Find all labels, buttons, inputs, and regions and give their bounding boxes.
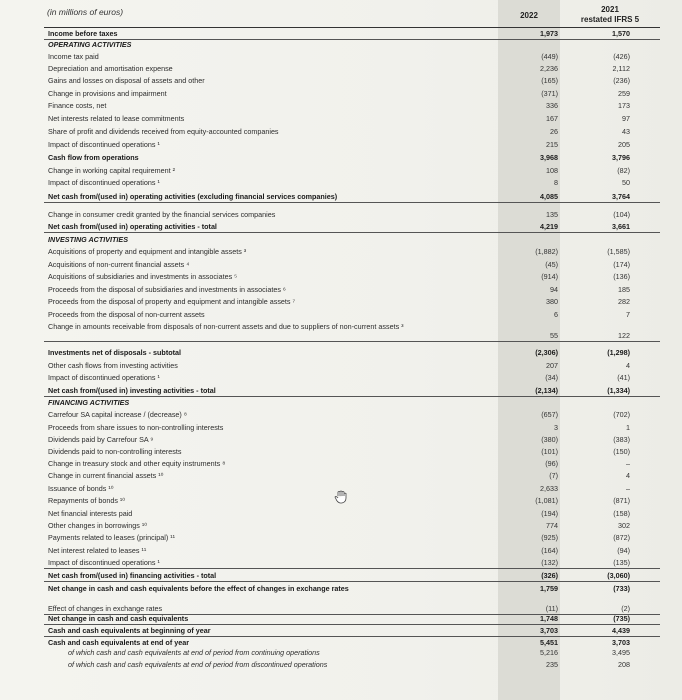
value-2022: 380 [546, 297, 558, 306]
statement-row [44, 410, 660, 419]
value-2022: (132) [541, 558, 558, 567]
row-label: Cash flow from operations [48, 153, 139, 162]
value-2021: – [626, 484, 630, 493]
value-2022: 8 [554, 178, 558, 187]
statement-row [44, 459, 660, 468]
value-2021: (702) [613, 410, 630, 419]
value-2022: (449) [541, 52, 558, 61]
value-2021: 7 [626, 310, 630, 319]
statement-row [44, 660, 660, 669]
value-2021: 259 [618, 89, 630, 98]
row-label: Net cash from/(used in) operating activities (excluding financial services companies) [48, 192, 338, 201]
value-2021: (871) [613, 496, 630, 505]
row-label: Change in treasury stock and other equity instruments ⁸ [48, 459, 226, 468]
value-2022: 336 [546, 101, 558, 110]
value-2021: 205 [618, 140, 630, 149]
row-label: Impact of discontinued operations ¹ [48, 373, 160, 382]
value-2021: (383) [613, 435, 630, 444]
row-label: Proceeds from the disposal of property and equipment and intangible assets ⁷ [48, 297, 296, 306]
value-2022: (194) [541, 509, 558, 518]
statement-row [44, 558, 660, 567]
value-2021: (41) [617, 373, 630, 382]
statement-row [44, 272, 660, 281]
row-label: Proceeds from the disposal of subsidiaries and investments in associates ⁶ [48, 285, 286, 294]
statement-row [44, 153, 660, 162]
row-label: Payments related to leases (principal) ¹¹ [48, 533, 176, 542]
row-label: Change in current financial assets ¹⁰ [48, 471, 164, 480]
row-separator [44, 624, 660, 625]
statement-row [44, 247, 660, 256]
row-label: Cash and cash equivalents at end of year [48, 638, 190, 647]
value-2022: (1,882) [535, 247, 558, 256]
row-label: Net cash from/(used in) investing activities - total [48, 386, 216, 395]
value-2021: (1,585) [607, 247, 630, 256]
value-2021: (104) [613, 210, 630, 219]
statement-row [44, 260, 660, 269]
row-label: Change in provisions and impairment [48, 89, 167, 98]
value-2021: 1 [626, 423, 630, 432]
value-2021: 4 [626, 471, 630, 480]
value-2021: 1,570 [612, 29, 630, 38]
row-label: Change in amounts receivable from disposals of non-current assets and due to suppliers of non-current assets ³ [48, 322, 404, 331]
value-2021: (2) [621, 604, 630, 613]
value-2022: (11) [545, 604, 558, 613]
value-2022: 94 [550, 285, 558, 294]
statement-row [44, 614, 660, 623]
statement-row [44, 322, 660, 340]
value-2022: (165) [541, 76, 558, 85]
value-2022: 2,236 [540, 64, 558, 73]
value-2022: (96) [545, 459, 558, 468]
row-label: Net cash from/(used in) financing activities - total [48, 571, 217, 580]
statement-row [44, 29, 660, 38]
value-2022: 215 [546, 140, 558, 149]
value-2022: 235 [546, 660, 558, 669]
statement-row [44, 509, 660, 518]
value-2022: 4,085 [540, 192, 558, 201]
row-label: Carrefour SA capital increase / (decrease) ⁸ [48, 410, 187, 419]
value-2022: 135 [546, 210, 558, 219]
value-2022: (2,306) [535, 348, 558, 357]
value-2021: 3,495 [612, 648, 630, 657]
row-label: Income before taxes [48, 29, 118, 38]
value-2021: (733) [613, 584, 630, 593]
row-label: Net interests related to lease commitments [48, 114, 185, 123]
value-2022: 207 [546, 361, 558, 370]
statement-row [44, 471, 660, 480]
row-label: Acquisitions of subsidiaries and investments in associates ⁵ [48, 272, 238, 281]
statement-row [44, 101, 660, 110]
row-label: Acquisitions of property and equipment and intangible assets ³ [48, 247, 247, 256]
statement-row [44, 496, 660, 505]
value-2022: (164) [541, 546, 558, 555]
row-label: Net cash from/(used in) operating activities - total [48, 222, 217, 231]
statement-row [44, 546, 660, 555]
row-label: Impact of discontinued operations ¹ [48, 178, 160, 187]
value-2021: (236) [613, 76, 630, 85]
value-2022: 3 [554, 423, 558, 432]
row-label: Net financial interests paid [48, 509, 133, 518]
row-label: Gains and losses on disposal of assets and other [48, 76, 205, 85]
value-2022: (371) [541, 89, 558, 98]
row-separator [44, 232, 660, 233]
value-2021: (1,298) [607, 348, 630, 357]
statement-row [44, 533, 660, 542]
row-label: Dividends paid by Carrefour SA ⁹ [48, 435, 154, 444]
statement-row [44, 235, 660, 244]
value-2022: (925) [541, 533, 558, 542]
statement-row [44, 310, 660, 319]
value-2021: 122 [618, 331, 630, 340]
value-2021: 4,439 [612, 626, 630, 635]
header-2021 [560, 5, 660, 25]
value-2022: 1,973 [540, 29, 558, 38]
row-separator [44, 636, 660, 637]
row-label: Net interest related to leases ¹¹ [48, 546, 147, 555]
value-2021: 3,703 [612, 638, 630, 647]
value-2022: 26 [550, 127, 558, 136]
value-2022: 5,216 [540, 648, 558, 657]
row-label: FINANCING ACTIVITIES [48, 398, 130, 407]
value-2022: 3,703 [540, 626, 558, 635]
value-2021: 97 [622, 114, 630, 123]
value-2022: (2,134) [535, 386, 558, 395]
value-2021: – [626, 459, 630, 468]
statement-row [44, 386, 660, 395]
row-label: Income tax paid [48, 52, 99, 61]
statement-row [44, 423, 660, 432]
statement-row [44, 52, 660, 61]
value-2021: 173 [618, 101, 630, 110]
value-2022: 6 [554, 310, 558, 319]
header-2021-year: 2021 [601, 5, 619, 14]
header-2022: 2022 [520, 11, 538, 20]
value-2022: (326) [541, 571, 558, 580]
value-2022: 4,219 [540, 222, 558, 231]
row-separator [44, 341, 660, 342]
value-2022: 108 [546, 166, 558, 175]
value-2021: 3,764 [612, 192, 630, 201]
value-2022: (657) [541, 410, 558, 419]
statement-row [44, 571, 660, 580]
row-label: INVESTING ACTIVITIES [48, 235, 129, 244]
statement-row [44, 447, 660, 456]
statement-row [44, 285, 660, 294]
value-2021: (135) [613, 558, 630, 567]
value-2022: 2,633 [540, 484, 558, 493]
value-2021: (158) [613, 509, 630, 518]
value-2022: 55 [550, 331, 558, 340]
row-label: Repayments of bonds ¹⁰ [48, 496, 126, 505]
row-label: Net change in cash and cash equivalents [48, 614, 189, 623]
statement-row [44, 64, 660, 73]
hand-cursor-icon [334, 490, 348, 504]
value-2021: (94) [617, 546, 630, 555]
value-2021: 3,661 [612, 222, 630, 231]
header-rule [44, 27, 660, 28]
statement-row [44, 348, 660, 357]
value-2021: (82) [617, 166, 630, 175]
statement-row [44, 361, 660, 370]
value-2021: (3,060) [607, 571, 630, 580]
value-2022: (45) [545, 260, 558, 269]
value-2021: (735) [613, 614, 630, 623]
row-label: Other cash flows from investing activities [48, 361, 178, 370]
row-label: Impact of discontinued operations ¹ [48, 140, 160, 149]
row-label: Change in working capital requirement ² [48, 166, 176, 175]
value-2021: 3,796 [612, 153, 630, 162]
row-label: Change in consumer credit granted by the financial services companies [48, 210, 276, 219]
value-2022: (7) [549, 471, 558, 480]
value-2022: 5,451 [540, 638, 558, 647]
value-2022: (914) [541, 272, 558, 281]
value-2021: 282 [618, 297, 630, 306]
row-label: of which cash and cash equivalents at end of period from discontinued operations [68, 660, 328, 669]
statement-row [44, 648, 660, 657]
row-label: Proceeds from the disposal of non-current assets [48, 310, 205, 319]
value-2022: (1,081) [535, 496, 558, 505]
statement-row [44, 40, 660, 49]
value-2022: 774 [546, 521, 558, 530]
row-separator [44, 581, 660, 582]
statement-row [44, 222, 660, 231]
value-2022: 1,748 [540, 614, 558, 623]
value-2021: (1,334) [607, 386, 630, 395]
statement-row [44, 178, 660, 187]
statement-row [44, 373, 660, 382]
row-label: Cash and cash equivalents at beginning of year [48, 626, 211, 635]
row-label: Acquisitions of non-current financial assets ⁴ [48, 260, 190, 269]
value-2021: 2,112 [612, 64, 630, 73]
value-2021: 50 [622, 178, 630, 187]
value-2022: (34) [545, 373, 558, 382]
value-2022: 167 [546, 114, 558, 123]
statement-row [44, 521, 660, 530]
row-separator [44, 202, 660, 203]
row-label: Issuance of bonds ¹⁰ [48, 484, 114, 493]
row-label: Dividends paid to non-controlling interests [48, 447, 182, 456]
value-2021: 208 [618, 660, 630, 669]
value-2022: (101) [541, 447, 558, 456]
value-2022: 1,759 [540, 584, 558, 593]
statement-row [44, 638, 660, 647]
units-caption: (in millions of euros) [47, 7, 124, 17]
value-2021: 4 [626, 361, 630, 370]
statement-row [44, 297, 660, 306]
statement-row [44, 192, 660, 201]
value-2021: (136) [613, 272, 630, 281]
row-label: Other changes in borrowings ¹⁰ [48, 521, 148, 530]
statement-row [44, 140, 660, 149]
statement-row [44, 76, 660, 85]
row-label: Depreciation and amortisation expense [48, 64, 173, 73]
value-2021: (426) [613, 52, 630, 61]
row-label: of which cash and cash equivalents at end of period from continuing operations [68, 648, 320, 657]
row-label: Investments net of disposals - subtotal [48, 348, 181, 357]
statement-row [44, 435, 660, 444]
statement-row [44, 398, 660, 407]
statement-row [44, 89, 660, 98]
row-separator [44, 396, 660, 397]
row-label: Impact of discontinued operations ¹ [48, 558, 160, 567]
row-label: Effect of changes in exchange rates [48, 604, 163, 613]
row-label: OPERATING ACTIVITIES [48, 40, 132, 49]
value-2022: (380) [541, 435, 558, 444]
value-2021: 43 [622, 127, 630, 136]
value-2021: (150) [613, 447, 630, 456]
value-2021: 185 [618, 285, 630, 294]
value-2021: (174) [613, 260, 630, 269]
value-2022: 3,968 [540, 153, 558, 162]
statement-row [44, 210, 660, 219]
row-label: Net change in cash and cash equivalents before the effect of changes in exchange rates [48, 584, 349, 593]
value-2021: (872) [613, 533, 630, 542]
row-label: Proceeds from share issues to non-controlling interests [48, 423, 224, 432]
row-separator [44, 568, 660, 569]
row-label: Finance costs, net [48, 101, 107, 110]
header-2021-restated: restated IFRS 5 [580, 15, 640, 24]
statement-row [44, 127, 660, 136]
statement-row [44, 484, 660, 493]
statement-row [44, 584, 660, 593]
statement-row [44, 166, 660, 175]
value-2021: 302 [618, 521, 630, 530]
statement-row [44, 114, 660, 123]
row-label: Share of profit and dividends received from equity-accounted companies [48, 127, 279, 136]
statement-row [44, 626, 660, 635]
statement-row [44, 604, 660, 613]
